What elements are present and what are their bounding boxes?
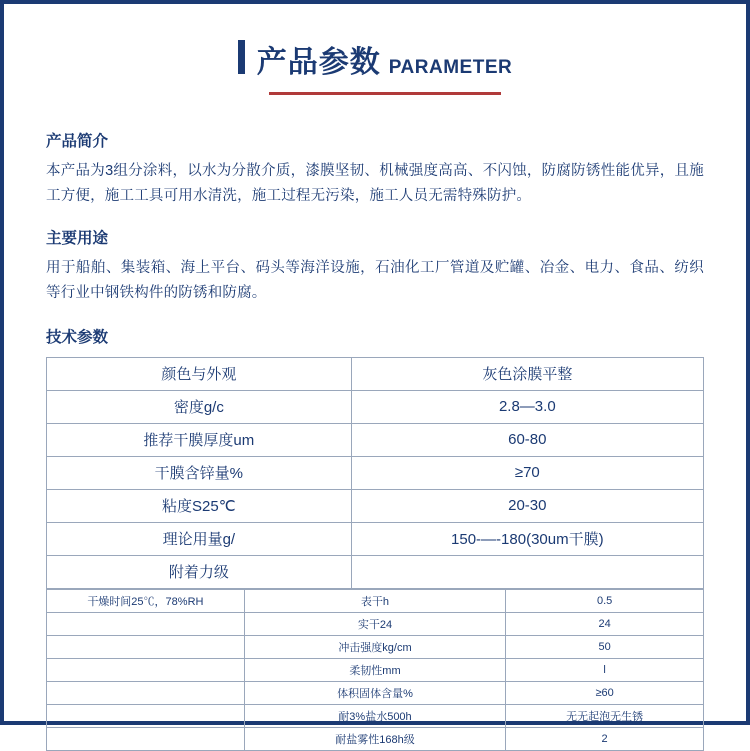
table-row [47, 390, 704, 423]
sub-item: 耐盐雾性168h级 [244, 727, 505, 750]
sub-item: 表干h [244, 589, 505, 612]
table-row [47, 456, 704, 489]
table-row [47, 357, 704, 390]
sub-value: l [506, 658, 704, 681]
sub-item: 体积固体含量% [244, 681, 505, 704]
table-row [47, 635, 704, 658]
spec-label: 密度g/c [47, 390, 352, 423]
page-inner [4, 4, 746, 746]
sub-label [47, 635, 245, 658]
spec-label: 干膜含锌量% [47, 456, 352, 489]
sub-value: ≥60 [506, 681, 704, 704]
spec-value: 2.8—3.0 [351, 390, 703, 423]
sub-label [47, 612, 245, 635]
section-title-uses: 主要用途 [46, 229, 109, 247]
sub-value: 0.5 [506, 589, 704, 612]
table-row [47, 658, 704, 681]
sub-label [47, 658, 245, 681]
table-row [47, 612, 704, 635]
spec-label: 粘度S25℃ [47, 489, 352, 522]
spec-label: 附着力级 [47, 555, 352, 588]
spec-value [351, 555, 703, 588]
table-row [47, 522, 704, 555]
sub-label [47, 681, 245, 704]
sub-value: 无无起泡无生锈 [506, 704, 704, 727]
section-title-specs: 技术参数 [46, 328, 109, 346]
table-row [47, 423, 704, 456]
sub-item: 冲击强度kg/cm [244, 635, 505, 658]
table-row [47, 589, 704, 612]
sub-label [47, 704, 245, 727]
table-row [47, 489, 704, 522]
spec-value: 20-30 [351, 489, 703, 522]
section-body-intro: 本产品为3组分涂料，以水为分散介质，漆膜坚韧、机械强度高高、不闪蚀，防腐防锈性能优异，且施工方便，施工工具可用水清洗，施工过程无污染，施工人员无需特殊防护。 [46, 163, 704, 205]
sub-value: 2 [506, 727, 704, 750]
sub-item: 实干24 [244, 612, 505, 635]
spec-value: 灰色涂膜平整 [351, 357, 703, 390]
page-title-en: PARAMETER [388, 57, 513, 78]
spec-table [46, 357, 704, 589]
spec-label: 推荐干膜厚度um [47, 423, 352, 456]
spec-label: 理论用量g/ [47, 522, 352, 555]
section-title-intro: 产品简介 [46, 133, 109, 150]
table-row [47, 704, 704, 727]
sub-label [47, 727, 245, 750]
title-underline [269, 92, 501, 95]
accent-bar-icon [238, 40, 245, 74]
spec-value: ≥70 [351, 456, 703, 489]
sub-spec-table [46, 589, 704, 751]
sub-item: 柔韧性mm [244, 658, 505, 681]
page-header [4, 40, 746, 95]
spec-label: 颜色与外观 [47, 357, 352, 390]
section-body-uses: 用于船舶、集装箱、海上平台、码头等海洋设施，石油化工厂管道及贮罐、冶金、电力、食品、纺织等行业中钢铁构件的防锈和防腐。 [46, 259, 704, 302]
header-title-row [238, 40, 512, 78]
table-row [47, 681, 704, 704]
table-row [47, 555, 704, 588]
spec-value: 150-—-180(30um干膜) [351, 522, 703, 555]
page-content [4, 129, 746, 751]
table-row [47, 727, 704, 750]
spec-value: 60-80 [351, 423, 703, 456]
sub-value: 24 [506, 612, 704, 635]
sub-label: 干燥时间25℃，78%RH [47, 589, 245, 612]
sub-value: 50 [506, 635, 704, 658]
page-title-cn: 产品参数 [256, 46, 381, 79]
sub-item: 耐3%盐水500h [244, 704, 505, 727]
